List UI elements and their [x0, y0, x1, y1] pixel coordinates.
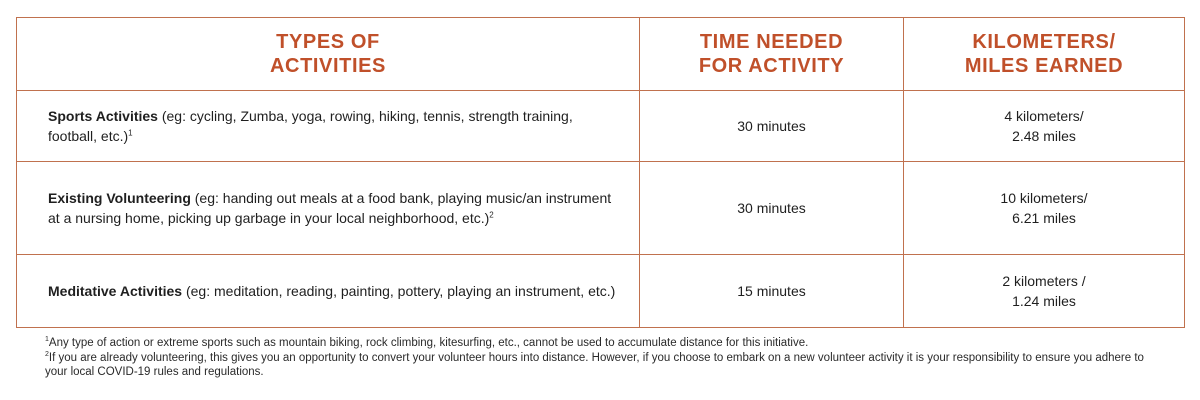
activity-name: Existing Volunteering [48, 189, 191, 206]
header-line: FOR ACTIVITY [698, 55, 845, 77]
time-cell: 15 minutes [640, 255, 904, 328]
earned-miles: 6.21 miles [1012, 210, 1076, 226]
footnote-text: Any type of action or extreme sports such as mountain biking, rock climbing, kitesurfing, etc., cannot be used to accumulate distance for this initiative. [48, 337, 809, 349]
header-line: MILES EARNED [964, 55, 1124, 77]
footnote-mark: 2 [45, 350, 49, 358]
earned-miles: 2.48 miles [1012, 128, 1076, 144]
header-time-needed [640, 18, 904, 91]
earned-cell [904, 255, 1185, 328]
time-cell: 30 minutes [640, 91, 904, 162]
activity-name: Meditative Activities [48, 282, 183, 299]
earned-km: 2 kilometers / [1002, 272, 1086, 289]
header-distance-earned [904, 18, 1185, 91]
header-line: TYPES OF [276, 31, 380, 53]
activity-description: (eg: handing out meals at a food bank, playing music/an instrument at a nursing home, picking up garbage in your local neighborhood, etc.) [48, 189, 612, 226]
header-line: ACTIVITIES [269, 55, 386, 77]
footnote [45, 351, 1155, 380]
time-cell: 30 minutes [640, 162, 904, 255]
earned-km: 10 kilometers/ [1000, 189, 1088, 206]
activity-cell [17, 162, 640, 255]
footnote-ref: 2 [489, 210, 494, 220]
footnote-text: If you are already volunteering, this gives you an opportunity to convert your volunteer hours into distance. However, if you choose to embark on a new volunteer activity it is your responsibility to ensure you adhere to your local COVID-19 rules and regulations. [45, 351, 1144, 378]
activity-description: (eg: meditation, reading, painting, pottery, playing an instrument, etc.) [182, 282, 616, 299]
table-row [17, 91, 1185, 162]
header-line: TIME NEEDED [699, 31, 844, 53]
activity-name: Sports Activities [48, 107, 158, 124]
activities-table [16, 17, 1185, 328]
header-types-of-activities [17, 18, 640, 91]
activity-description: (eg: cycling, Zumba, yoga, rowing, hiking, tennis, strength training, football, etc.) [48, 107, 573, 144]
table-row [17, 162, 1185, 255]
footnote [45, 336, 1155, 351]
footnote-ref: 1 [128, 128, 133, 138]
earned-km: 4 kilometers/ [1004, 107, 1084, 124]
earned-cell [904, 162, 1185, 255]
activities-table-container [16, 17, 1184, 328]
header-line: KILOMETERS/ [972, 31, 1116, 53]
footnotes [45, 336, 1155, 380]
earned-cell [904, 91, 1185, 162]
footnote-mark: 1 [45, 336, 49, 344]
activity-cell [17, 255, 640, 328]
table-header-row [17, 18, 1185, 91]
earned-miles: 1.24 miles [1012, 293, 1076, 309]
table-row [17, 255, 1185, 328]
activity-cell [17, 91, 640, 162]
